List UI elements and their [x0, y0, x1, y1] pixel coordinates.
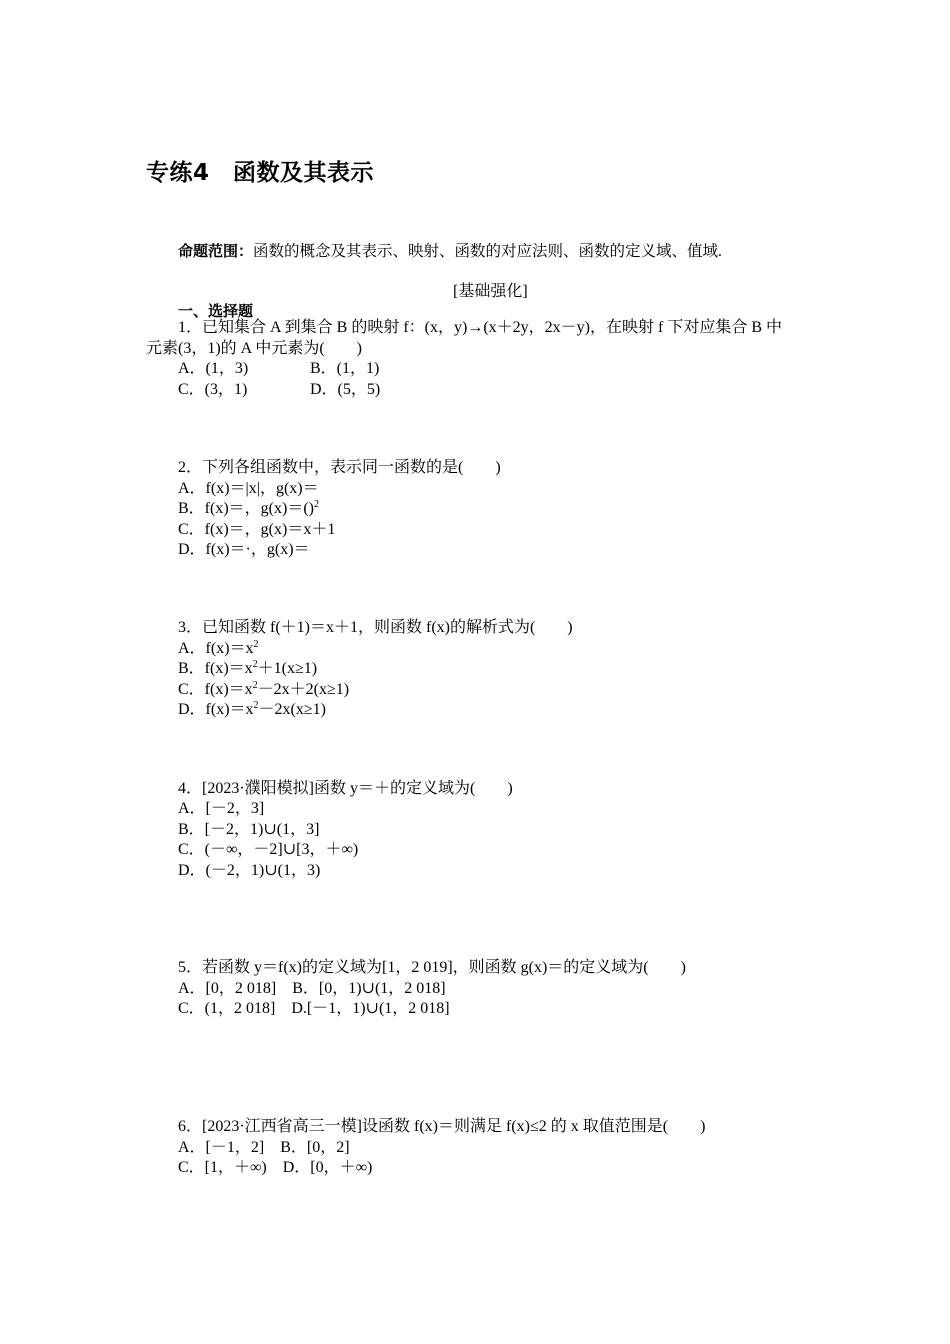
option-text: C．f(x)＝x: [178, 681, 253, 698]
question-5-stem: 5．若函数 y＝f(x)的定义域为[1，2 019]，则函数 g(x)＝的定义域为( ): [178, 959, 686, 976]
question-2-stem: 2．下列各组函数中，表示同一函数的是( ): [178, 459, 501, 476]
option-tail: －2x＋2(x≥1): [257, 681, 350, 698]
question-1-option-c: C．(3，1): [178, 381, 248, 398]
option-tail: －2x(x≥1): [258, 701, 326, 718]
superscript: 2: [313, 499, 319, 510]
superscript: 2: [252, 659, 258, 670]
category-heading: 一、选择题: [178, 302, 254, 320]
option-text: A．f(x)＝x: [178, 640, 254, 657]
question-5-options-row-2: C．(1，2 018] D.[－1，1)∪(1，2 018]: [178, 1000, 450, 1017]
question-4-stem: 4．[2023·濮阳模拟]函数 y＝＋的定义域为( ): [178, 780, 513, 797]
question-4-option-d: D．(－2，1)∪(1，3): [178, 862, 321, 879]
question-4-option-c: C．(－∞，－2]∪[3，＋∞): [178, 841, 359, 858]
question-6-options-row-2: C．[1，＋∞) D．[0，＋∞): [178, 1159, 373, 1176]
question-6-stem: 6．[2023·江西省高三一模]设函数 f(x)＝则满足 f(x)≤2 的 x 取值范围是( ): [178, 1118, 706, 1135]
question-3-option-c: [178, 680, 349, 700]
question-2-option-d: D．f(x)＝·，g(x)＝: [178, 541, 310, 558]
scope-label: 命题范围：: [178, 242, 254, 260]
question-2-option-c: C．f(x)＝，g(x)＝x＋1: [178, 521, 336, 538]
question-6-options-row-1: A．[－1，2] B．[0，2]: [178, 1139, 350, 1156]
question-1-stem-cont: 元素(3，1)的 A 中元素为( ): [146, 340, 362, 357]
section-header: [基础强化]: [453, 283, 528, 300]
question-4-option-b: B．[－2，1)∪(1，3]: [178, 821, 320, 838]
question-2-option-a: A．f(x)＝|x|，g(x)＝: [178, 480, 319, 497]
question-3-stem: 3．已知函数 f(＋1)＝x＋1，则函数 f(x)的解析式为( ): [178, 619, 573, 636]
superscript: 2: [253, 639, 259, 650]
question-1-option-a: A．(1，3): [178, 360, 249, 377]
scope-text: 函数的概念及其表示、映射、函数的对应法则、函数的定义域、值域.: [253, 243, 722, 260]
option-text: B．f(x)＝，g(x)＝(): [178, 500, 314, 517]
question-3-option-a: [178, 639, 259, 659]
question-1-option-d: D．(5，5): [310, 381, 381, 398]
question-3-option-b: [178, 659, 317, 679]
superscript: 2: [253, 700, 259, 711]
option-text: B．f(x)＝x: [178, 660, 253, 677]
option-tail: ＋1(x≥1): [257, 660, 318, 677]
question-3-option-d: [178, 700, 326, 720]
question-4-option-a: A．[－2，3]: [178, 800, 265, 817]
question-5-options-row-1: A．[0，2 018] B．[0，1)∪(1，2 018]: [178, 980, 446, 997]
superscript: 2: [252, 680, 258, 691]
question-2-option-b: [178, 499, 319, 519]
question-1-stem: 1．已知集合 A 到集合 B 的映射 f：(x，y)→(x＋2y，2x－y)，在映射 f 下对应集合 B 中: [178, 319, 782, 336]
question-1-option-b: B．(1，1): [310, 360, 380, 377]
page-title: 专练4 函数及其表示: [146, 160, 375, 186]
scope-line: [178, 239, 722, 261]
option-text: D．f(x)＝x: [178, 701, 254, 718]
